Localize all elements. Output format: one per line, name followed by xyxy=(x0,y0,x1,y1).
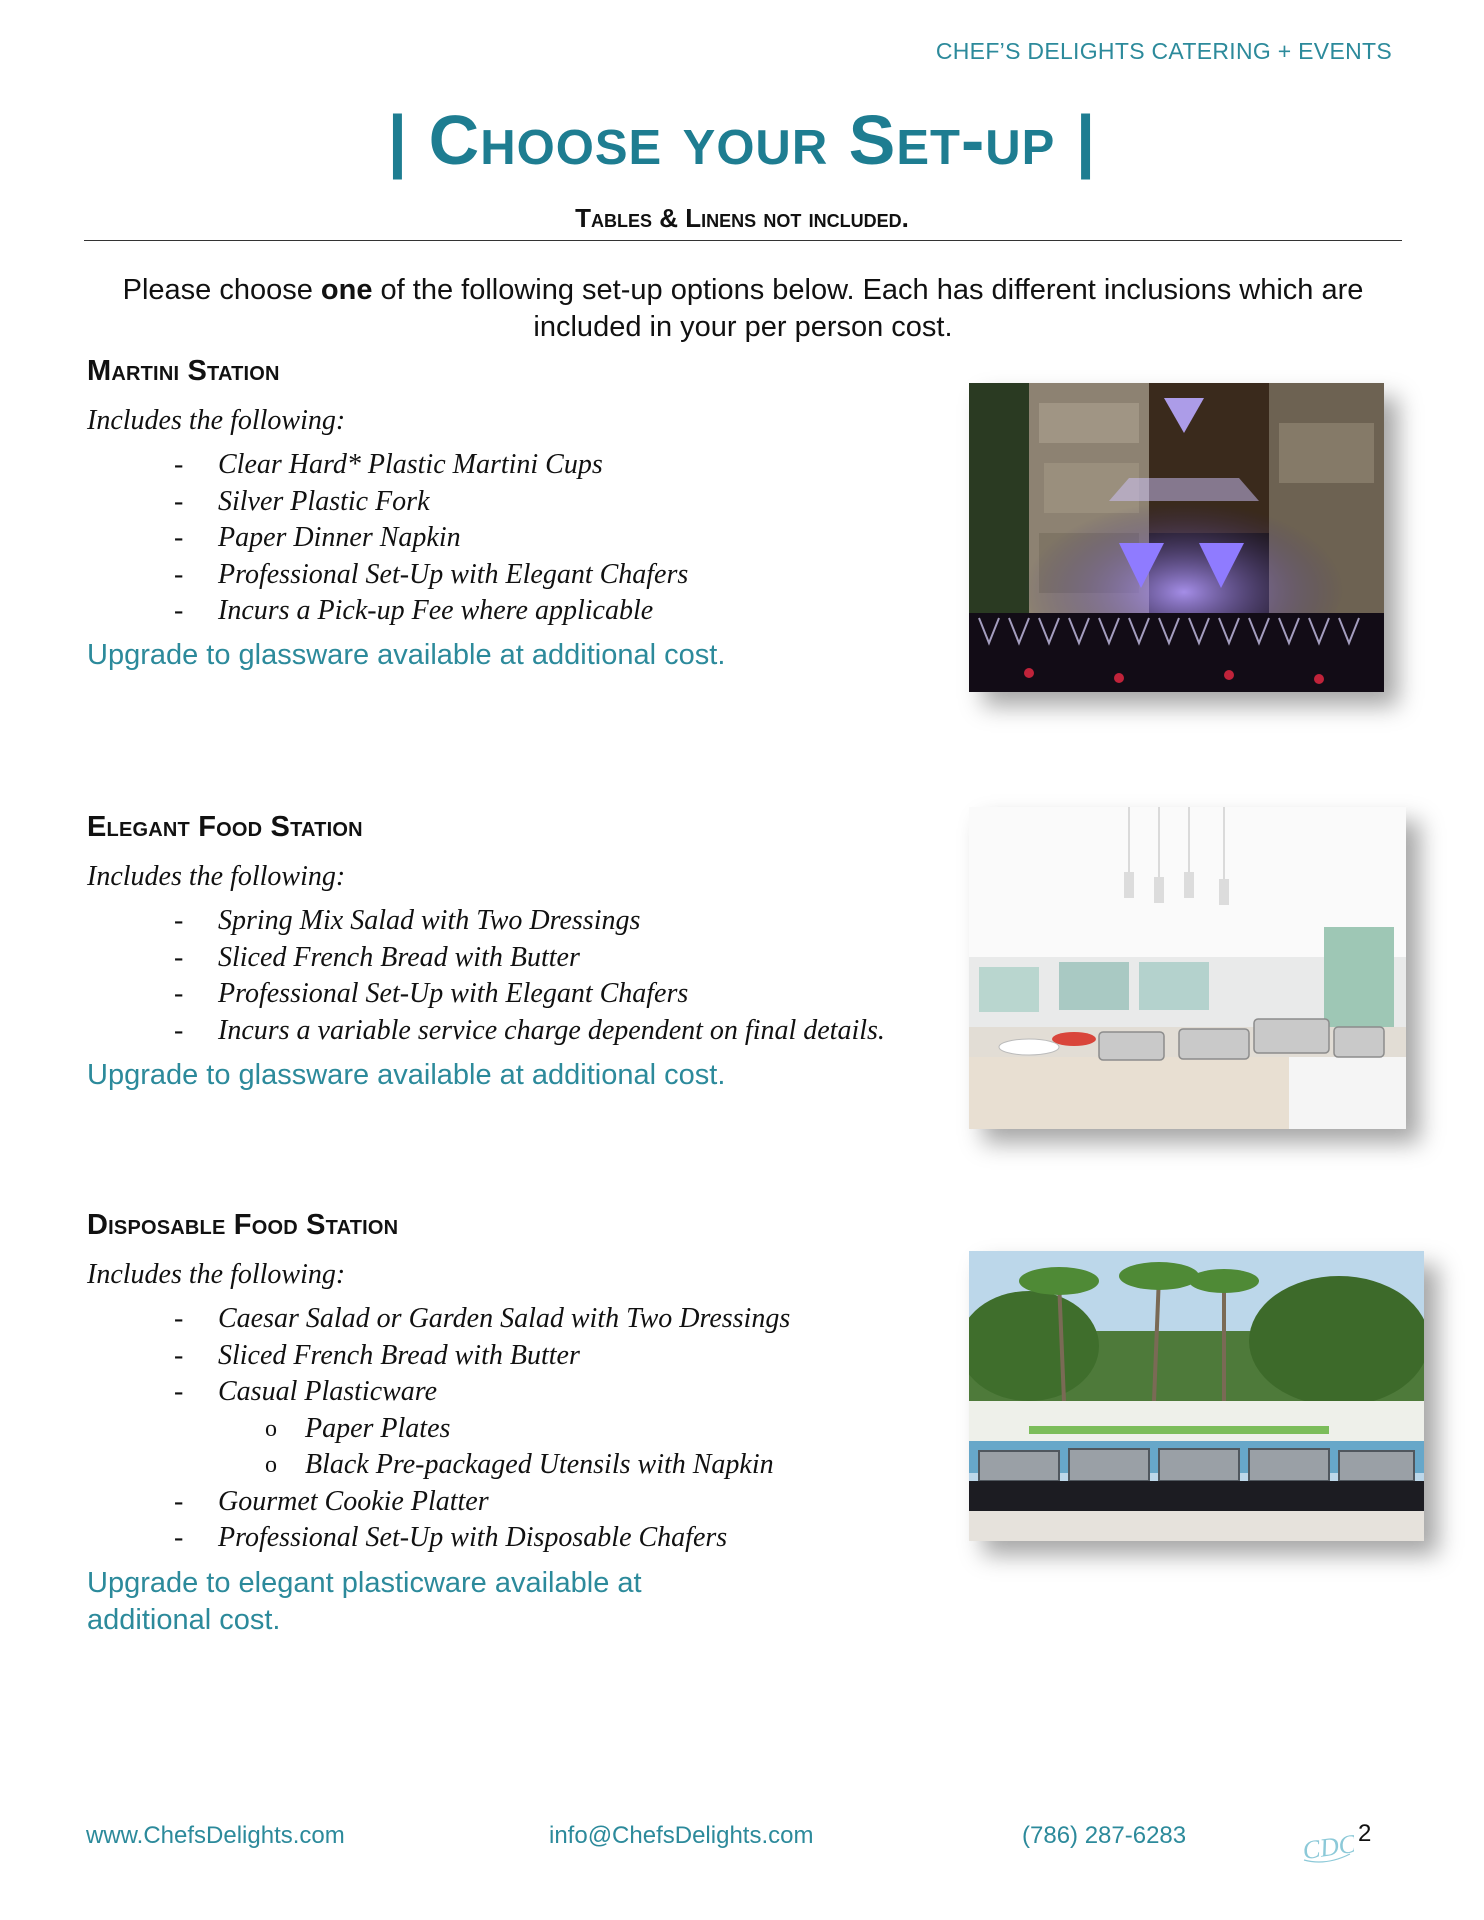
list-item-text: Casual Plasticware xyxy=(218,1376,438,1407)
list-item-text: Clear Hard* Plastic Martini Cups xyxy=(218,449,603,480)
includes-label: Includes the following: xyxy=(87,405,346,436)
bullet-dash: - xyxy=(174,595,184,626)
elegant-items-list xyxy=(87,903,885,1049)
cdc-logo xyxy=(1298,1820,1354,1871)
list-item xyxy=(87,447,688,484)
divider xyxy=(84,240,1402,241)
disposable-items-list xyxy=(87,1301,790,1557)
list-item xyxy=(87,1301,790,1338)
bullet-dash: - xyxy=(174,1522,184,1553)
list-item-text: Incurs a variable service charge dependent on final details. xyxy=(218,1014,885,1046)
page-subtitle: Tables & Linens not included. xyxy=(575,203,909,233)
bullet-dash: - xyxy=(174,522,184,553)
bullet-dash: - xyxy=(174,1339,184,1371)
intro-emphasis: one xyxy=(320,274,373,306)
footer-phone: (786) 287-6283 xyxy=(1022,1822,1187,1849)
list-item-text: Sliced French Bread with Butter xyxy=(218,1339,580,1371)
bullet-dash: - xyxy=(174,1485,184,1517)
list-item xyxy=(87,976,885,1013)
footer-website-link[interactable]: www.ChefsDelights.com xyxy=(86,1822,345,1849)
intro-text-before: Please choose xyxy=(122,274,321,306)
bullet-dash: - xyxy=(174,1303,184,1334)
upgrade-note-line: Upgrade to elegant plasticware available at xyxy=(87,1567,642,1599)
section-title: Elegant Food Station xyxy=(87,811,363,843)
list-item-text: Spring Mix Salad with Two Dressings xyxy=(218,905,641,936)
upgrade-note: Upgrade to glassware available at additional cost. xyxy=(87,639,726,671)
list-item xyxy=(87,940,885,977)
footer-email-link[interactable]: info@ChefsDelights.com xyxy=(549,1822,814,1849)
bullet-circle: o xyxy=(265,1415,277,1442)
bullet-dash: - xyxy=(174,485,184,517)
intro-text-after: of the following set-up options below. Each has different inclusions which are included in your per person cost. xyxy=(372,274,1364,343)
list-item-text: Paper Dinner Napkin xyxy=(218,522,461,553)
bullet-dash: - xyxy=(174,1014,184,1046)
list-item-text: Gourmet Cookie Platter xyxy=(218,1485,489,1517)
list-item xyxy=(87,1338,790,1375)
list-item xyxy=(87,484,688,521)
list-item-text: Caesar Salad or Garden Salad with Two Dressings xyxy=(218,1303,791,1334)
list-item-text: Professional Set-Up with Elegant Chafers xyxy=(218,558,689,590)
list-item xyxy=(87,1520,790,1557)
page-title: | Choose your Set-up | xyxy=(387,101,1097,179)
includes-label: Includes the following: xyxy=(87,1259,346,1290)
intro-paragraph xyxy=(84,272,1402,346)
upgrade-note xyxy=(87,1565,642,1639)
list-item xyxy=(87,1484,790,1521)
bullet-dash: - xyxy=(174,1376,184,1407)
bullet-dash: - xyxy=(174,449,184,480)
bullet-circle: o xyxy=(265,1452,277,1478)
upgrade-note-line: additional cost. xyxy=(87,1604,281,1636)
upgrade-note: Upgrade to glassware available at additional cost. xyxy=(87,1059,726,1091)
bullet-dash: - xyxy=(174,558,184,590)
list-item xyxy=(87,1374,790,1411)
sub-list-item xyxy=(87,1447,790,1484)
martini-tower-photo xyxy=(969,383,1384,692)
company-name: CHEF’S DELIGHTS CATERING + EVENTS xyxy=(935,38,1392,64)
bullet-dash: - xyxy=(174,905,184,936)
list-item xyxy=(87,520,688,557)
sub-list-item xyxy=(87,1411,790,1448)
list-item-text: Sliced French Bread with Butter xyxy=(218,941,580,973)
list-item xyxy=(87,903,885,940)
section-title: Martini Station xyxy=(87,355,280,387)
section-title: Disposable Food Station xyxy=(87,1209,399,1241)
list-item-text: Paper Plates xyxy=(305,1412,451,1444)
includes-label: Includes the following: xyxy=(87,861,346,892)
list-item-text: Silver Plastic Fork xyxy=(218,485,430,517)
list-item xyxy=(87,593,688,630)
bullet-dash: - xyxy=(174,978,184,1009)
outdoor-buffet-photo xyxy=(969,1251,1424,1541)
martini-items-list xyxy=(87,447,688,630)
logo-text: CDC xyxy=(1300,1828,1354,1866)
bullet-dash: - xyxy=(174,941,184,973)
list-item-text: Professional Set-Up with Elegant Chafers xyxy=(218,978,689,1009)
section-martini-station xyxy=(87,355,280,388)
list-item xyxy=(87,557,688,594)
elegant-buffet-photo xyxy=(969,807,1406,1129)
page-number: 2 xyxy=(1358,1820,1372,1847)
list-item-text: Professional Set-Up with Disposable Chafers xyxy=(218,1522,728,1553)
list-item xyxy=(87,1013,885,1050)
list-item-text: Black Pre-packaged Utensils with Napkin xyxy=(305,1449,774,1480)
list-item-text: Incurs a Pick-up Fee where applicable xyxy=(218,595,654,626)
